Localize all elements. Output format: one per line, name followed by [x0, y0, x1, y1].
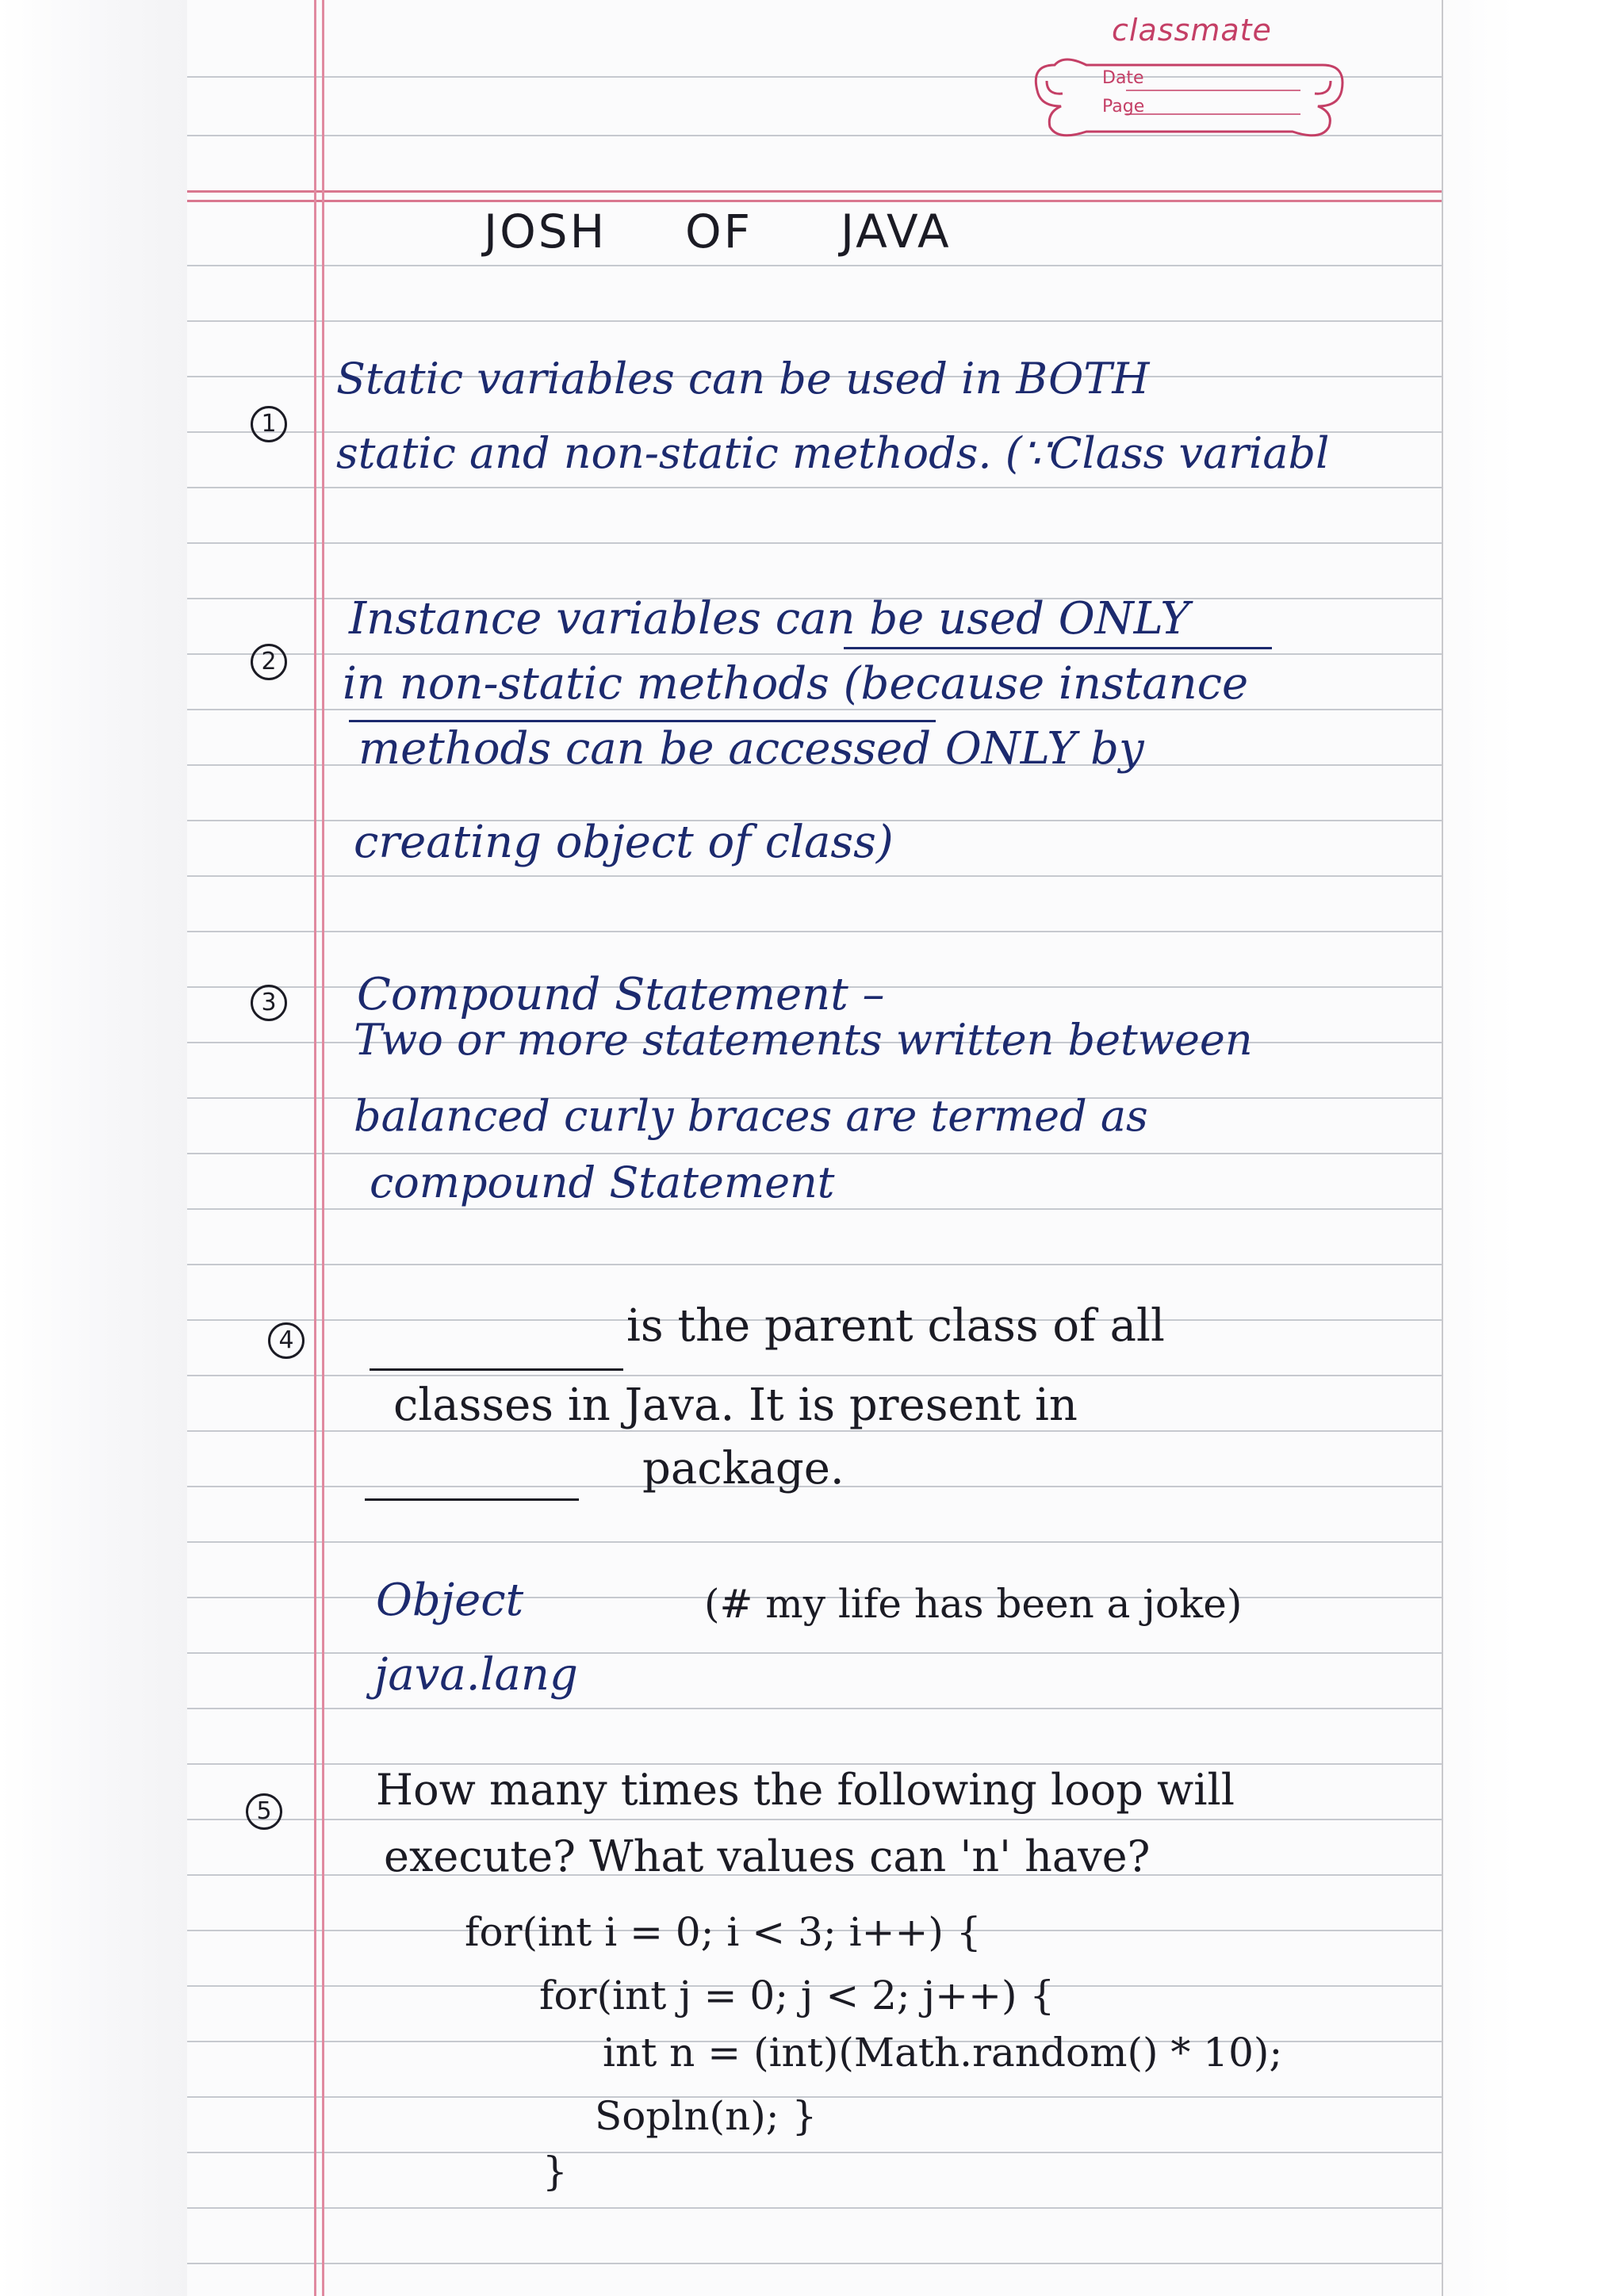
- ruled-line: [187, 1264, 1443, 1265]
- code-line-2: for(int j = 0; j < 2; j++) {: [539, 1973, 1055, 2019]
- ruled-line: [187, 2207, 1443, 2209]
- note4-answer-object: Object: [376, 1575, 524, 1626]
- note3-heading: Compound Statement –: [357, 969, 885, 1020]
- note4-line1: is the parent class of all: [626, 1300, 1165, 1352]
- note-number-4: 4: [268, 1322, 304, 1359]
- note2-line3: methods can be accessed ONLY by: [358, 723, 1144, 775]
- header-red-line: [187, 190, 1443, 193]
- code-line-5: }: [542, 2149, 568, 2195]
- ruled-line: [187, 2263, 1443, 2264]
- header-red-line: [187, 200, 1443, 202]
- margin-line: [314, 0, 316, 2296]
- note2-underline: [349, 720, 936, 722]
- ruled-line: [187, 320, 1443, 322]
- note2-underline: [844, 647, 1272, 649]
- note1-line2: static and non-static methods. (∵Class variabl: [336, 428, 1330, 478]
- page-right-border: [1442, 0, 1443, 2296]
- note-number-2: 2: [251, 644, 287, 680]
- title-word-2: OF: [685, 205, 753, 258]
- ruled-line: [187, 931, 1443, 932]
- code-line-1: for(int i = 0; i < 3; i++) {: [465, 1909, 982, 1955]
- note4-line3: package.: [642, 1443, 845, 1494]
- title-word-3: JAVA: [841, 205, 952, 258]
- note1-line1: Static variables can be used in BOTH: [336, 354, 1150, 404]
- ruled-line: [187, 875, 1443, 877]
- fill-in-blank-1: [370, 1368, 623, 1371]
- note3-line3: compound Statement: [370, 1158, 835, 1207]
- note4-line2: classes in Java. It is present in: [393, 1380, 1078, 1431]
- note4-answer-package: java.lang: [374, 1649, 578, 1701]
- ruled-line: [187, 653, 1443, 655]
- note-number-5: 5: [246, 1793, 282, 1830]
- ruled-line: [187, 265, 1443, 266]
- note2-line2: in non-static methods (because instance: [343, 658, 1249, 710]
- note5-line1: How many times the following loop will: [376, 1765, 1235, 1815]
- note-number-1: 1: [251, 406, 287, 442]
- note5-line2: execute? What values can 'n' have?: [384, 1831, 1151, 1881]
- ruled-line: [187, 1819, 1443, 1820]
- fill-in-blank-2: [365, 1498, 579, 1501]
- note4-comment: (# my life has been a joke): [704, 1581, 1243, 1627]
- ruled-line: [187, 1541, 1443, 1543]
- ruled-line: [187, 2152, 1443, 2153]
- ruled-line: [187, 1208, 1443, 1210]
- page-right-edge: [1442, 0, 1624, 2296]
- note-number-3: 3: [251, 985, 287, 1021]
- date-label: Date: [1102, 68, 1144, 88]
- ruled-line: [187, 1708, 1443, 1709]
- ruled-line: [187, 1153, 1443, 1154]
- ruled-line: [187, 487, 1443, 488]
- note3-line1: Two or more statements written between: [354, 1015, 1253, 1065]
- note2-line4: creating object of class): [354, 817, 894, 868]
- page-label: Page: [1102, 97, 1145, 117]
- ruled-line: [187, 542, 1443, 544]
- margin-line: [322, 0, 324, 2296]
- note2-line1: Instance variables can be used ONLY: [349, 593, 1190, 645]
- code-line-4: Sopln(n); }: [595, 2093, 818, 2139]
- date-page-box: [1023, 49, 1354, 144]
- ruled-line: [187, 1375, 1443, 1376]
- brand-logo: classmate: [1112, 13, 1272, 48]
- code-line-3: int n = (int)(Math.random() * 10);: [603, 2030, 1283, 2076]
- title-word-1: JOSH: [484, 205, 607, 258]
- note3-line2: balanced curly braces are termed as: [354, 1091, 1148, 1141]
- page-left-edge: [0, 0, 187, 2296]
